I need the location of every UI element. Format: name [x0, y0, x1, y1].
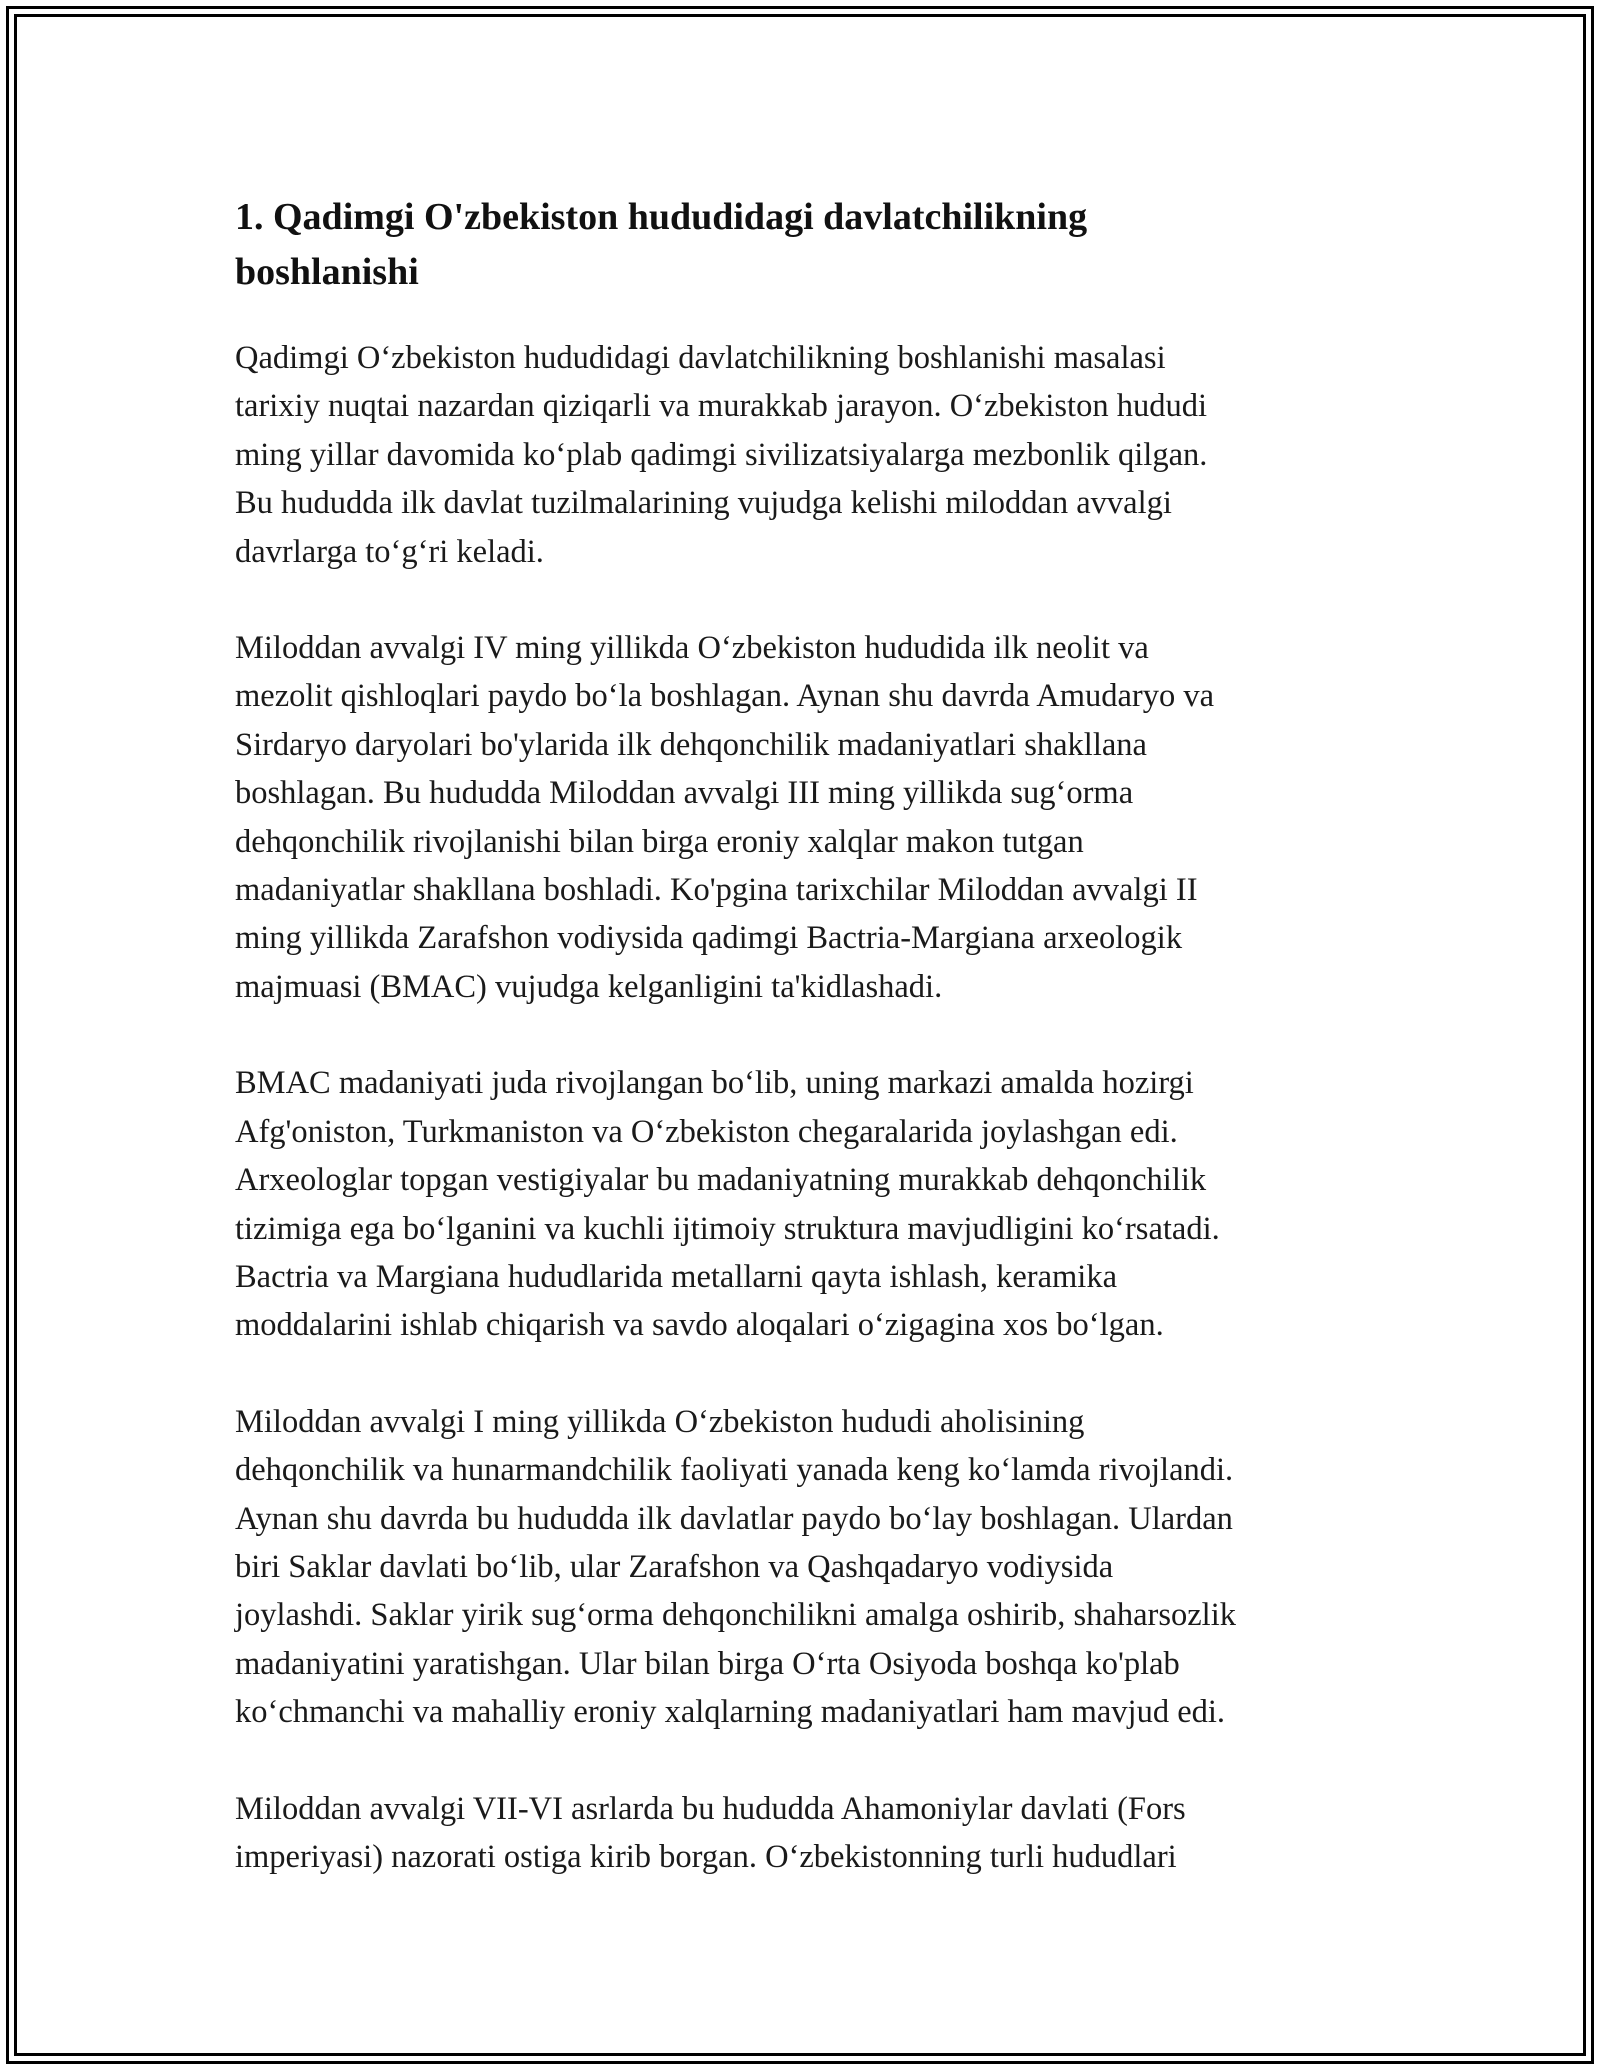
paragraph-4: Miloddan avvalgi I ming yillikda O‘zbekiston hududi aholisining dehqonchilik va hunarmandchilik faoliyati yanada keng ko‘lamda rivojlandi. Aynan shu davrda bu hududda ilk davlatlar paydo bo‘lay boshlagan. Ulardan biri Saklar davlati bo‘lib, ular Zarafshon va Qashqadaryo vodiysida joylashdi. Saklar yirik sug‘orma dehqonchilikni amalga oshirib, shaharsozlik madaniyatini yaratishgan. Ular bilan birga O‘rta Osiyoda boshqa ko'plab ko‘chmanchi va mahalliy eroniy xalqlarning madaniyatlari ham mavjud edi. [235, 1403, 1236, 1731]
paragraph-2: Miloddan avvalgi IV ming yillikda O‘zbekiston hududida ilk neolit va mezolit qishloqlari paydo bo‘la boshlagan. Aynan shu davrda Amudaryo va Sirdaryo daryolari bo'ylarida ilk dehqonchilik madaniyatlari shakllana boshlagan. Bu hududda Miloddan avvalgi III ming yillikda sug‘orma dehqonchilik rivojlanishi bilan birga eroniy xalqlar makon tutgan madaniyatlar shakllana boshladi. Ko'pgina tarixchilar Miloddan avvalgi II ming yillikda Zarafshon vodiysida qadimgi Bactria-Margiana arxeologik majmuasi (BMAC) vujudga kelganligini ta'kidlashadi. [235, 630, 1215, 1005]
document-body [235, 190, 1375, 1929]
paragraph-1: Qadimgi O‘zbekiston hududidagi davlatchilikning boshlanishi masalasi tarixiy nuqtai nazardan qiziqarli va murakkab jarayon. O‘zbekiston hududi ming yillar davomida ko‘plab qadimgi sivilizatsiyalarga mezbonlik qilgan. Bu hududda ilk davlat tuzilmalarining vujudga kelishi miloddan avvalgi davrlarga to‘g‘ri keladi. [235, 340, 1208, 570]
paragraph-3: BMAC madaniyati juda rivojlangan bo‘lib, uning markazi amalda hozirgi Afg'oniston, Turkmaniston va O‘zbekiston chegaralarida joylashgan edi. Arxeologlar topgan vestigiyalar bu madaniyatning murakkab dehqonchilik tizimiga ega bo‘lganini va kuchli ijtimoiy struktura mavjudligini ko‘rsatadi. Bactria va Margiana hududlarida metallarni qayta ishlash, keramika moddalarini ishlab chiqarish va savdo aloqalari o‘zigagina xos bo‘lgan. [235, 1065, 1220, 1344]
section-title: 1. Qadimgi O'zbekiston hududidagi davlatchilikning boshlanishi [235, 196, 1088, 293]
paragraph-5: Miloddan avvalgi VII-VI asrlarda bu hududda Ahamoniylar davlati (Fors imperiyasi) nazorati ostiga kirib borgan. O‘zbekistonning turli hududlari [235, 1790, 1186, 1875]
